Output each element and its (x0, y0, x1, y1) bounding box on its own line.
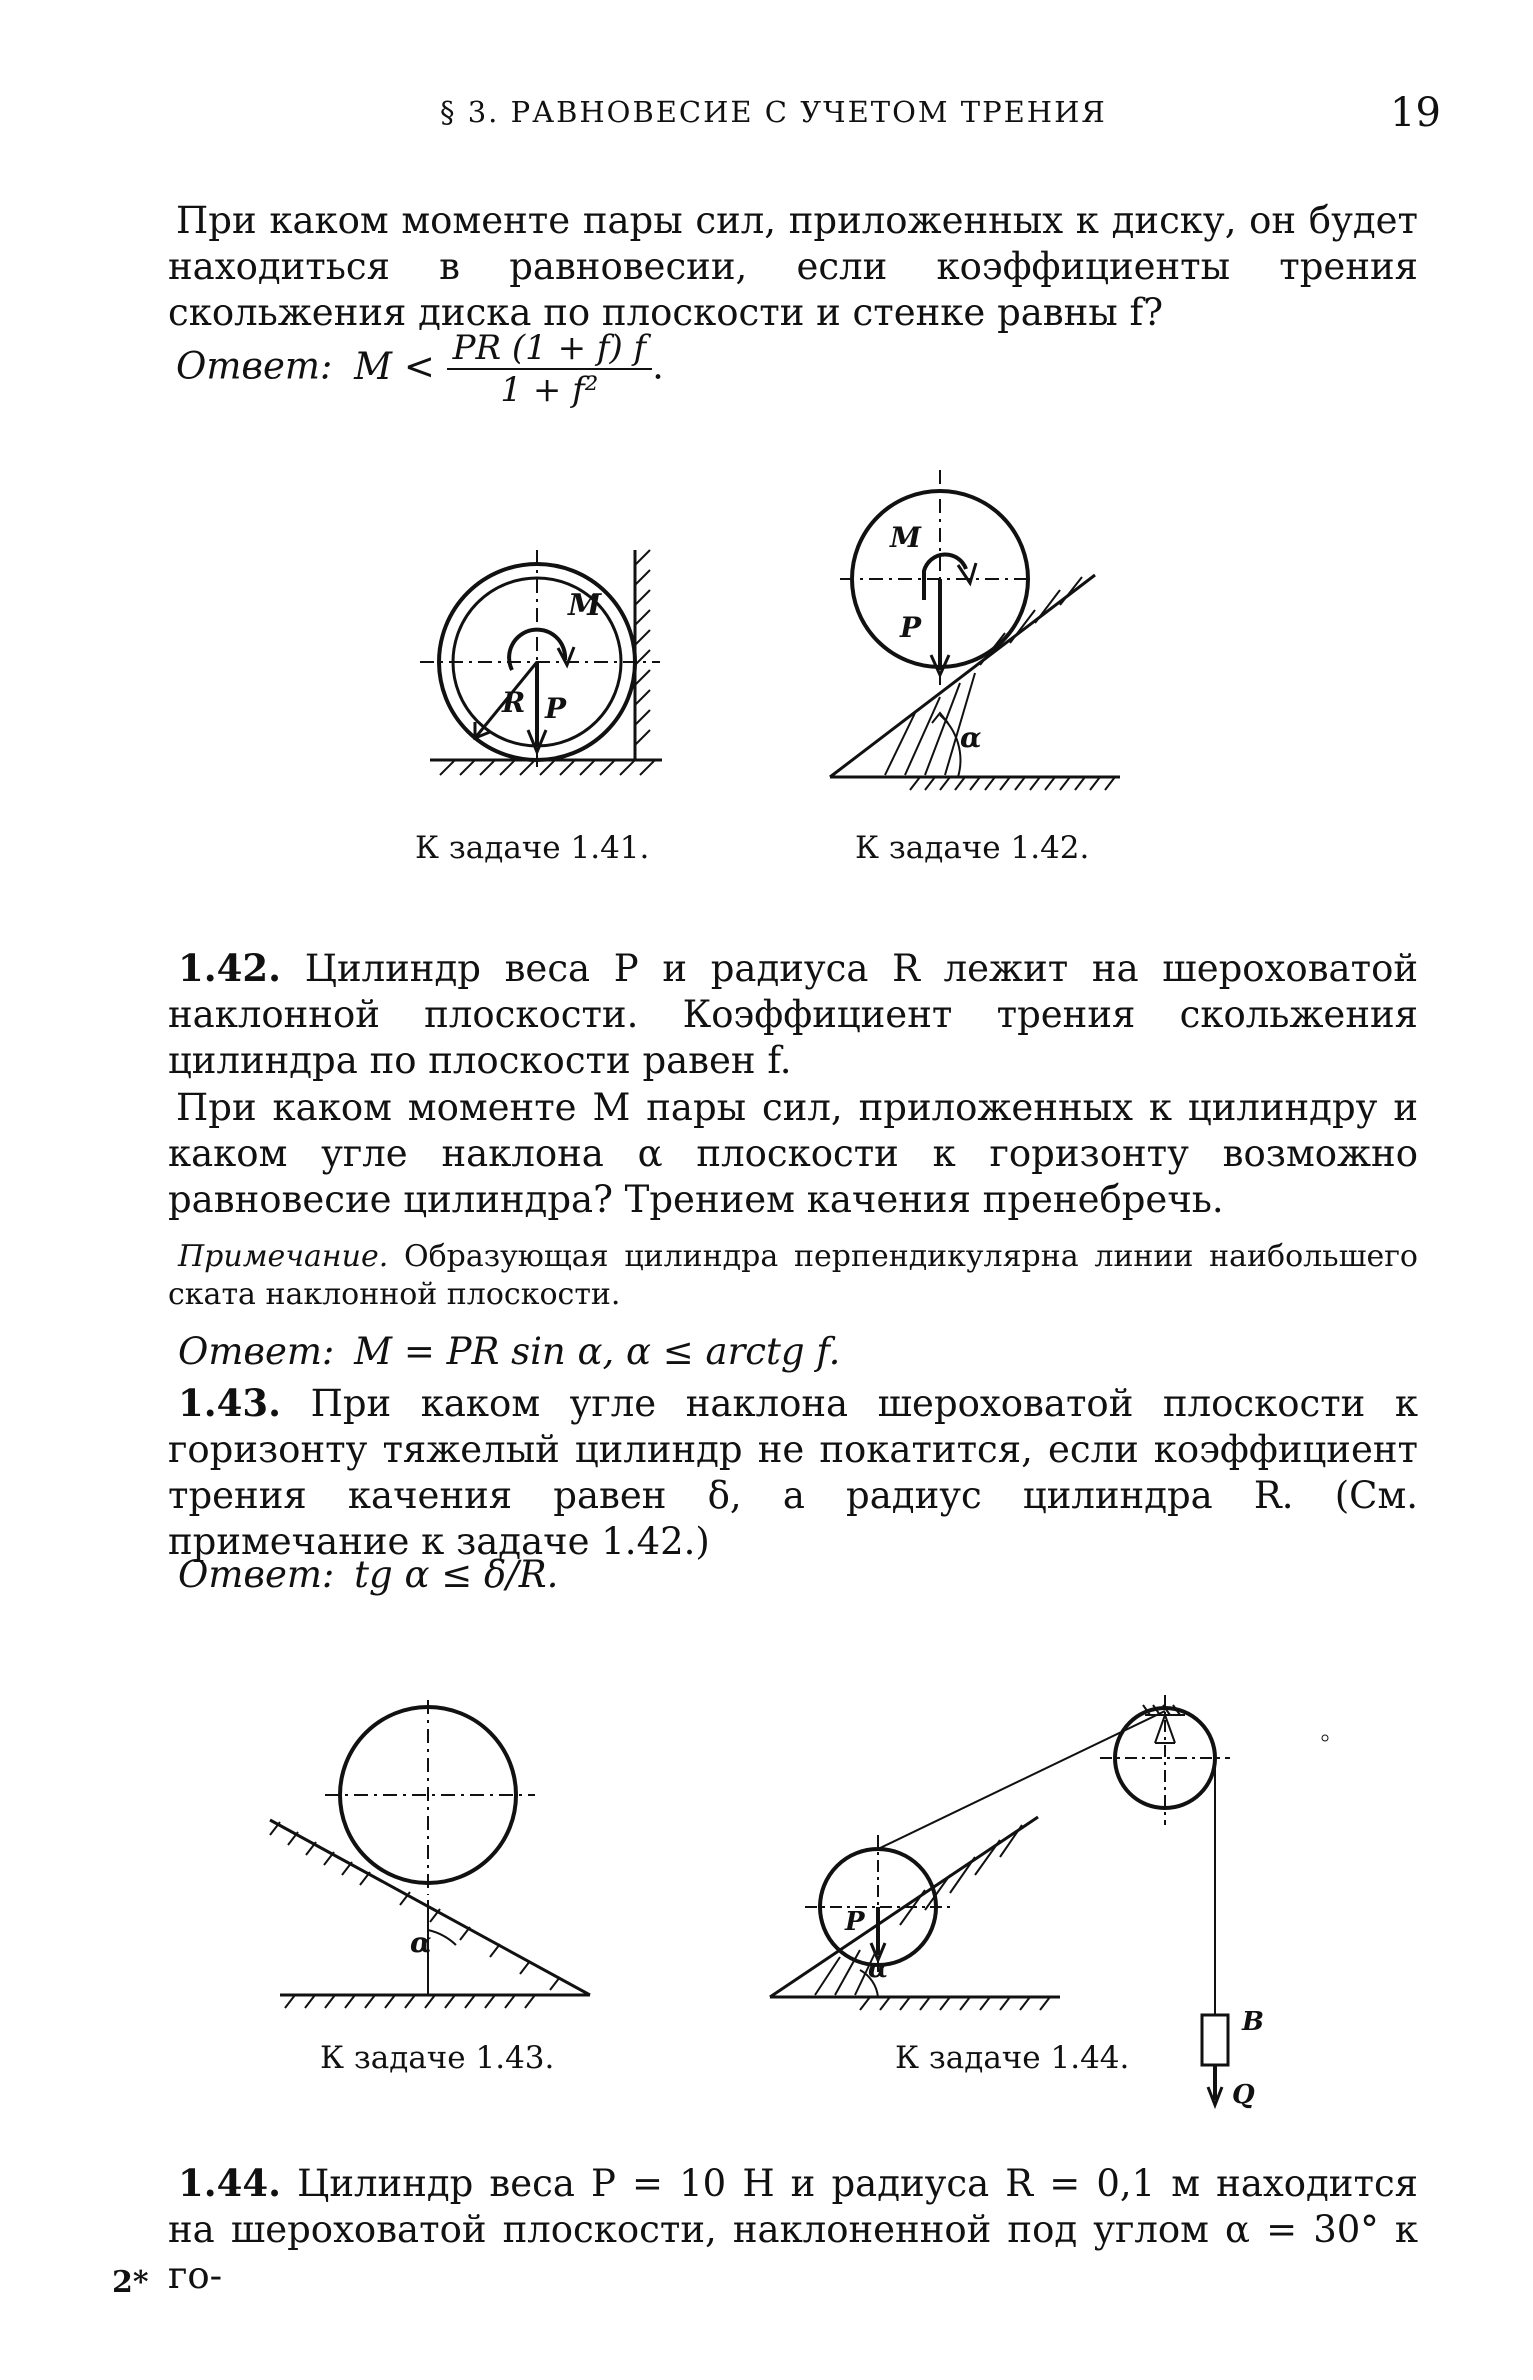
angle-arrowhead (932, 713, 948, 723)
answer-label: Ответ: (176, 344, 333, 388)
caption-1-42: К задаче 1.42. (855, 830, 1090, 866)
stray-dot (1322, 1735, 1328, 1741)
incline-hatch (270, 1822, 560, 1990)
problem-1-41-text: При каком моменте пары сил, приложенных к диску, он будет находиться в равновесии, если коэффициенты трения скольжения диска по плоскости и стенке равны f? (168, 199, 1418, 334)
answer-lhs: M < (354, 344, 435, 388)
angle-arc (940, 715, 960, 777)
floor-hatch (440, 760, 655, 775)
problem-1-44-text (168, 2160, 1418, 2299)
figure-1-43 (260, 1700, 600, 2000)
label-alpha: α (868, 1954, 889, 1984)
answer-formula: M = PR sin α, α ≤ arctg f. (354, 1330, 841, 1373)
label-B: B (1242, 2007, 1264, 2037)
angle-arc (428, 1930, 456, 1945)
label-alpha: α (410, 1926, 432, 1959)
problem-1-43-answer (178, 1553, 558, 1596)
answer-label: Ответ: (178, 1330, 335, 1373)
ground-hatch (860, 1997, 1050, 2010)
answer-formula: tg α ≤ δ/R. (354, 1553, 559, 1596)
label-P: P (845, 1907, 865, 1937)
signature-mark: 2* (112, 2265, 149, 2300)
problem-1-43-text (168, 1380, 1418, 1565)
label-M: M (568, 588, 602, 623)
caption-1-43: К задаче 1.43. (320, 2040, 555, 2076)
problem-statement: Цилиндр веса P и радиуса R лежит на шероховатой наклонной плоскости. Коэффициент трения скольжения цилиндра по плоскости равен f. (168, 947, 1419, 1082)
label-Q: Q (1232, 2080, 1255, 2110)
figure-1-41 (420, 520, 680, 780)
note-label: Примечание. (178, 1239, 389, 1274)
label-P: P (900, 611, 922, 644)
label-M: M (890, 521, 921, 554)
fraction-numerator: PR (1 + f) f (447, 328, 653, 370)
moment-arc (924, 554, 966, 600)
running-header: § 3. РАВНОВЕСИЕ С УЧЕТОМ ТРЕНИЯ (440, 95, 1107, 129)
problem-statement: Цилиндр веса P = 10 Н и радиуса R = 0,1 м находится на шероховатой плоскости, наклоненной под углом α = 30° к го- (168, 2162, 1419, 2297)
answer-label: Ответ: (178, 1553, 335, 1596)
wall-hatch (635, 550, 650, 745)
label-P: P (545, 692, 567, 725)
label-alpha: α (960, 721, 982, 754)
problem-1-42-note (168, 1238, 1418, 1314)
problem-number: 1.42. (178, 946, 281, 990)
problem-1-42-answer (178, 1330, 840, 1373)
problem-number: 1.43. (178, 1381, 281, 1425)
page-number: 19 (1390, 90, 1441, 136)
label-R: R (502, 686, 526, 719)
ground-hatch (285, 1995, 535, 2008)
caption-1-44: К задаче 1.44. (895, 2040, 1130, 2076)
caption-1-41: К задаче 1.41. (415, 830, 650, 866)
problem-statement: При каком угле наклона шероховатой плоскости к горизонту тяжелый цилиндр не покатится, если коэффициент трения качения равен δ, а радиус цилиндра R. (См. примечание к задаче 1.42.) (168, 1382, 1418, 1563)
incline-line (270, 1820, 590, 1995)
ground-hatch (910, 777, 1115, 790)
problem-number: 1.44. (178, 2161, 281, 2205)
problem-1-42-question: При каком моменте M пары сил, приложенных к цилиндру и каком угле наклона α плоскости к горизонту возможно равновесие цилиндра? Трением качения пренебречь. (168, 1086, 1418, 1221)
problem-1-41-answer: Ответ: M < $\frac{PR (1 + f) f}{\text{1 + f²}}$ . (176, 328, 664, 410)
figure-1-42 (820, 465, 1140, 795)
answer-fraction (447, 328, 653, 410)
note-text: Образующая цилиндра перпендикулярна линии наибольшего ската наклонной плоскости. (168, 1239, 1418, 1312)
weight-block (1202, 2015, 1228, 2065)
problem-1-42-text (168, 945, 1418, 1084)
fraction-denominator: 1 + f² (500, 370, 599, 410)
